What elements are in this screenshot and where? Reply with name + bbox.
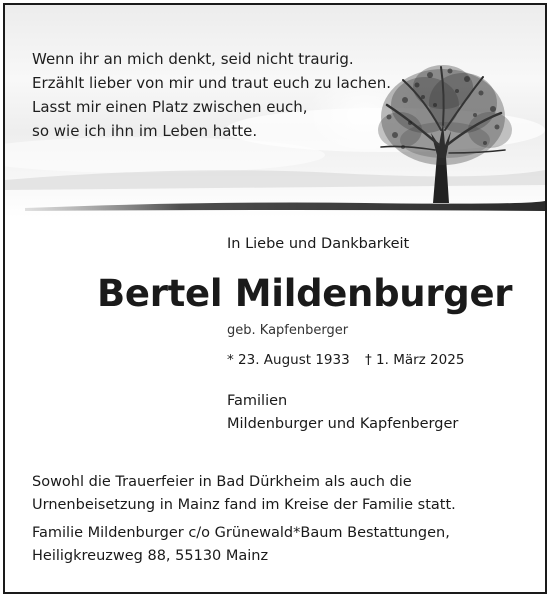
contact-address: Heiligkreuzweg 88, 55130 Mainz: [32, 548, 269, 564]
poem-line: Wenn ihr an mich denkt, seid nicht traurig.: [32, 50, 354, 68]
poem-line: so wie ich ihn im Leben hatte.: [32, 122, 258, 140]
notice-line: Urnenbeisetzung in Mainz fand im Kreise der Familie statt.: [32, 497, 456, 513]
maiden-name: geb. Kapfenberger: [227, 323, 349, 338]
poem: [32, 47, 391, 143]
families-label: Familien: [227, 393, 288, 409]
poem-line: Lasst mir einen Platz zwischen euch,: [32, 98, 308, 116]
contact-line: Familie Mildenburger c/o Grünewald*Baum Bestattungen,: [32, 525, 450, 541]
notice-line: Sowohl die Trauerfeier in Bad Dürkheim als auch die: [32, 474, 412, 490]
families-names: Mildenburger und Kapfenberger: [227, 416, 459, 432]
poem-line: Erzählt lieber von mir und traut euch zu lachen.: [32, 74, 392, 92]
intro-text: In Liebe und Dankbarkeit: [227, 236, 410, 252]
death-date: † 1. März 2025: [365, 352, 465, 368]
deceased-name: Bertel Mildenburger: [97, 272, 513, 315]
obituary-frame: [3, 3, 547, 594]
birth-date: * 23. August 1933: [227, 352, 350, 368]
